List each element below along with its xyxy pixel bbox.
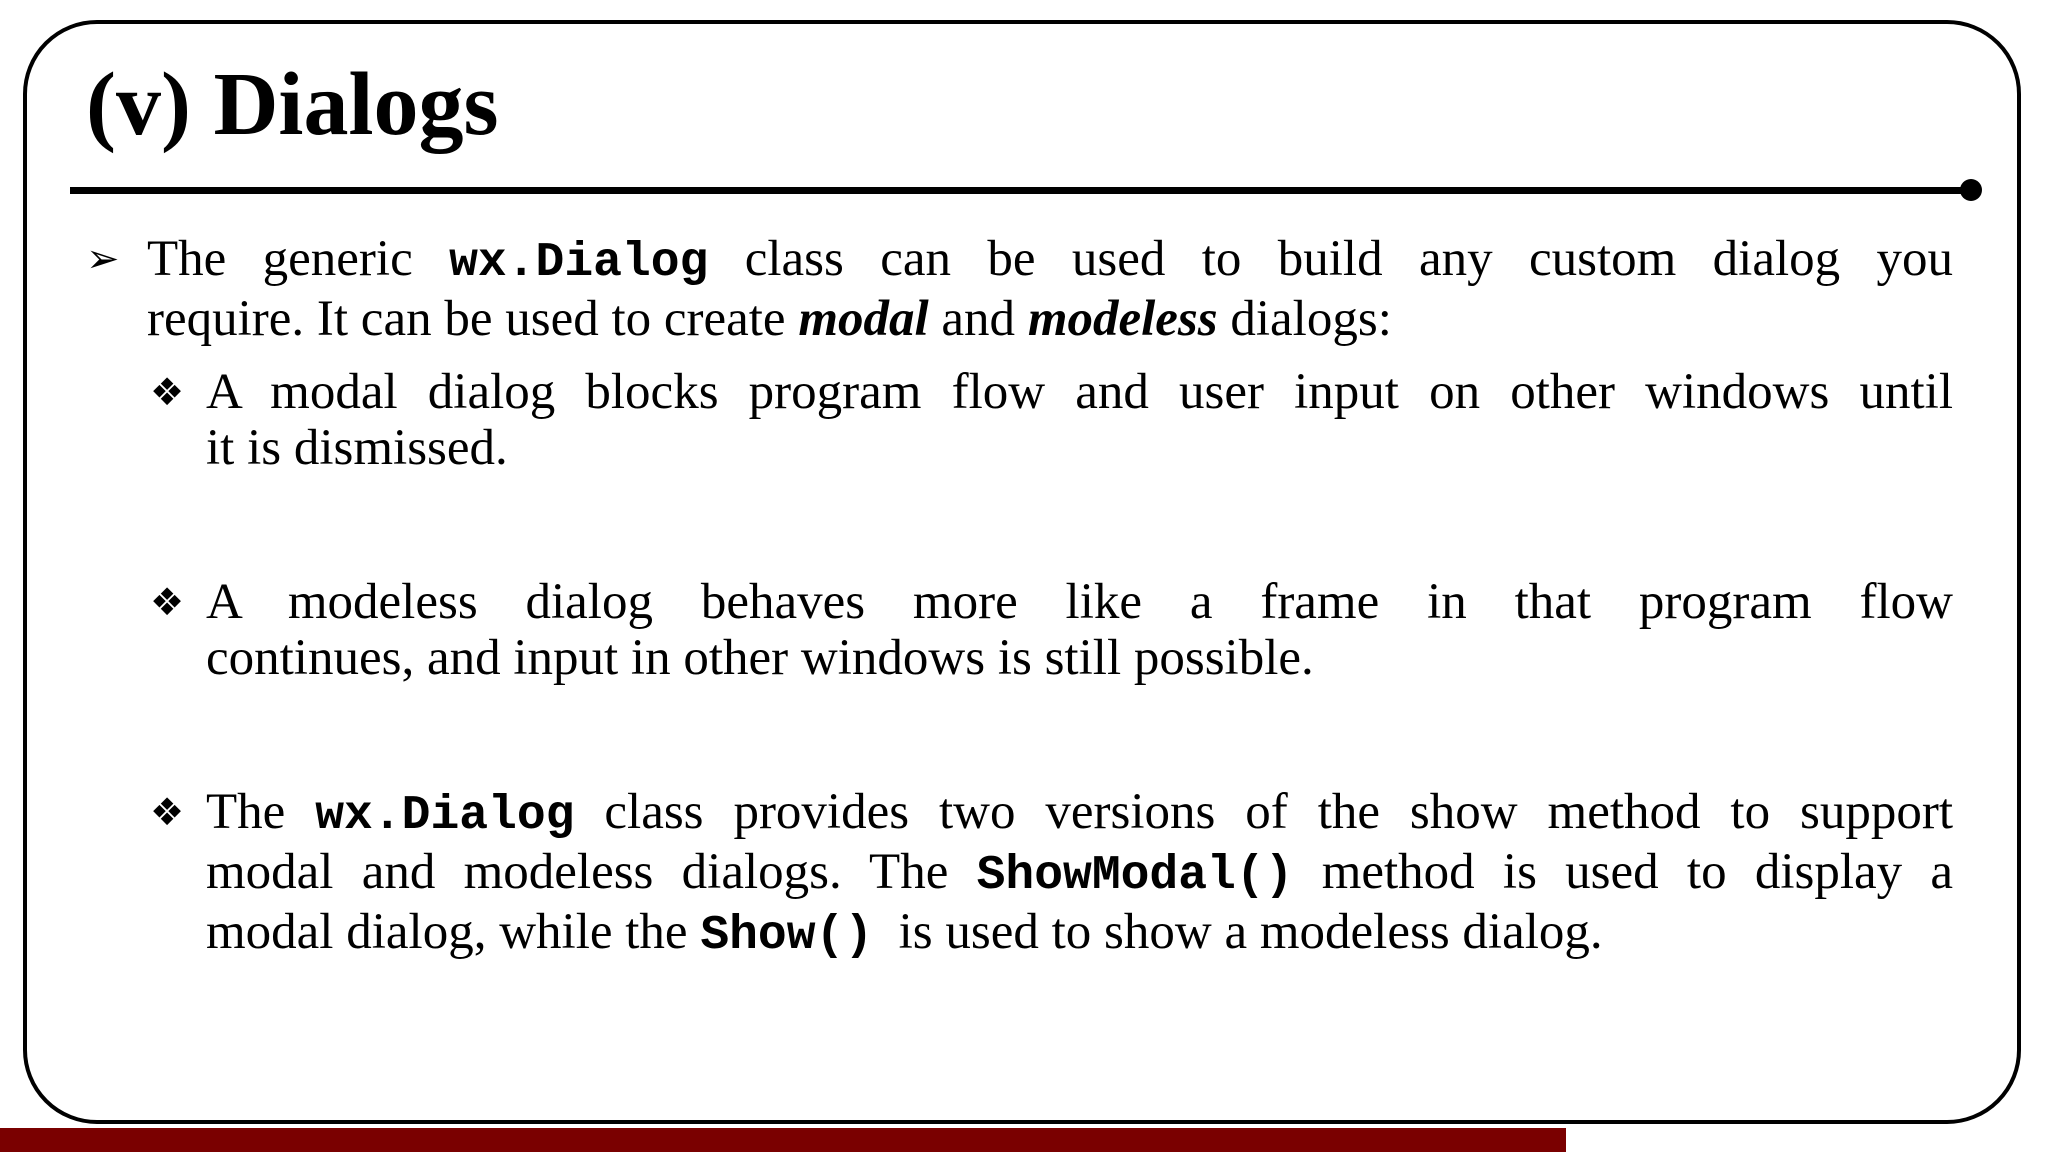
code-show: Show() xyxy=(700,909,874,963)
code-showmodal: ShowModal() xyxy=(976,849,1294,903)
sub-bullet-show-methods xyxy=(206,784,1953,964)
main-bullet-text xyxy=(147,231,1953,347)
sub-bullet-show-line-3: modal dialog, while the Show() is used to show a modeless dialog. xyxy=(206,904,1603,963)
diamond-bullet-icon: ❖ xyxy=(150,370,185,414)
sub-bullet-modal-line-2: it is dismissed. xyxy=(206,420,508,476)
sub-bullet-modeless-line-2: continues, and input in other windows is still possible. xyxy=(206,630,1314,686)
sub-bullet-modeless-line-1: A modeless dialog behaves more like a frame in that program flow xyxy=(206,574,1953,630)
slide-title: (v) Dialogs xyxy=(86,55,499,154)
underline-end-dot xyxy=(1960,179,1982,201)
sub-bullet-modeless xyxy=(206,574,1953,686)
code-wx-dialog: wx.Dialog xyxy=(315,789,575,843)
diamond-bullet-icon: ❖ xyxy=(150,790,185,834)
diamond-bullet-icon: ❖ xyxy=(150,580,185,624)
arrow-bullet-icon: ➢ xyxy=(86,236,120,282)
emphasis-modeless: modeless xyxy=(1027,291,1218,347)
emphasis-modal: modal xyxy=(798,291,929,347)
sub-bullet-modal-line-1: A modal dialog blocks program flow and user input on other windows until xyxy=(206,364,1953,420)
title-underline xyxy=(70,187,1968,194)
main-bullet-line-1: The generic wx.Dialog class can be used to build any custom dialog you xyxy=(147,231,1953,290)
main-bullet-line-2: require. It can be used to create modal and modeless dialogs: xyxy=(147,291,1392,347)
footer-accent-bar xyxy=(0,1128,1566,1152)
sub-bullet-show-line-1: The wx.Dialog class provides two versions of the show method to support xyxy=(206,784,1954,843)
code-wx-dialog: wx.Dialog xyxy=(449,236,709,290)
sub-bullet-modal xyxy=(206,364,1953,476)
sub-bullet-show-line-2: modal and modeless dialogs. The ShowModal() method is used to display a xyxy=(206,844,1954,903)
